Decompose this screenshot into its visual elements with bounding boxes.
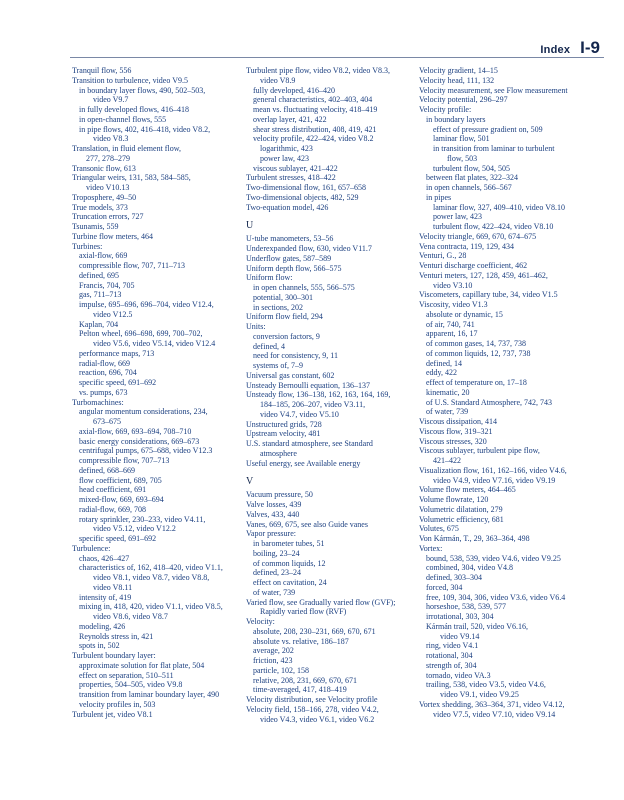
index-entry: Volume flow meters, 464–465	[419, 485, 516, 495]
index-entry: 277, 278–279	[86, 153, 130, 163]
index-entry: of common gases, 14, 737, 738	[426, 339, 526, 348]
index-entry: Turbines:	[72, 241, 103, 251]
index-entry: Vortex:	[419, 543, 443, 553]
index-entry: specific speed, 691–692	[79, 378, 157, 387]
index-entry: Turbulent stresses, 418–422	[246, 173, 336, 183]
index-entry: transition from laminar boundary layer, 490	[79, 690, 220, 699]
index-entry: impulse, 695–696, 696–704, video V12.4,	[79, 300, 214, 309]
index-entry: Vapor pressure:	[246, 529, 296, 539]
index-entry: Uniform depth flow, 566–575	[246, 263, 342, 273]
index-entry: Von Kármán, T., 29, 363–364, 498	[419, 534, 530, 543]
index-entry: systems of, 7–9	[253, 361, 303, 370]
index-entry: approximate solution for flat plate, 504	[79, 660, 205, 670]
index-entry: video V8.1, video V8.7, video V8.8,	[93, 573, 210, 582]
index-entry: Pelton wheel, 696–698, 699, 700–702,	[79, 329, 203, 339]
index-entry: Tranquil flow, 556	[72, 66, 132, 75]
index-entry: radial-flow, 669	[79, 358, 131, 368]
index-entry: mean vs. fluctuating velocity, 418–419	[253, 105, 378, 114]
index-entry: effect of pressure gradient on, 509	[433, 124, 543, 134]
index-entry: compressible flow, 707, 711–713	[79, 261, 186, 270]
index-entry: centrifugal pumps, 675–688, video V12.3	[79, 446, 213, 456]
index-entry: Upstream velocity, 481	[246, 429, 321, 439]
index-entry: conversion factors, 9	[253, 331, 320, 341]
index-entry: radial-flow, 669, 708	[79, 504, 147, 514]
index-entry: laminar flow, 327, 409–410, video V8.10	[433, 202, 565, 212]
index-entry: Rapidly varied flow (RVF)	[260, 607, 347, 617]
index-entry: in pipe flows, 402, 416–418, video V8.2,	[79, 124, 211, 134]
index-entry: relative, 208, 231, 669, 670, 671	[253, 675, 357, 685]
index-entry: reaction, 696, 704	[79, 368, 137, 378]
index-entry: rotary sprinkler, 230–233, video V4.11,	[79, 514, 206, 524]
index-entry: free, 109, 304, 306, video V3.6, video V6.4	[426, 592, 566, 602]
index-entry: combined, 304, video V4.8	[426, 563, 513, 573]
index-entry: video V5.12, video V12.2	[93, 524, 176, 534]
index-entry: axial-flow, 669	[79, 251, 128, 261]
index-entry: time-averaged, 417, 418–419	[253, 685, 347, 695]
index-entry: defined, 668–669	[79, 465, 135, 475]
index-entry: mixed-flow, 669, 693–694	[79, 495, 164, 504]
index-entry: Vanes, 669, 675, see also Guide vanes	[246, 519, 368, 529]
index-entry: Uniform flow field, 294	[246, 312, 323, 322]
index-entry: Turbulent jet, video V8.1	[72, 709, 153, 719]
index-entry: video V4.9, video V7.16, video V9.19	[433, 475, 556, 485]
index-entry: eddy, 422	[426, 368, 458, 378]
index-entry: Visualization flow, 161, 162–166, video V4.6,	[419, 465, 567, 475]
index-entry: defined, 4	[253, 341, 285, 351]
header-rule	[70, 57, 604, 58]
index-entry: particle, 102, 158	[253, 665, 309, 675]
index-entry: logarithmic, 423	[260, 144, 313, 153]
index-entry: chaos, 426–427	[79, 553, 130, 563]
index-entry: of U.S. Standard Atmosphere, 742, 743	[426, 397, 552, 407]
index-entry: in open-channel flows, 555	[79, 114, 167, 124]
index-entry: Two-dimensional objects, 482, 529	[246, 192, 359, 202]
index-entry: need for consistency, 9, 11	[253, 351, 338, 361]
index-entry: Viscometers, capillary tube, 34, video V1.5	[419, 290, 558, 300]
index-entry: Turbine flow meters, 464	[72, 231, 154, 241]
index-entry: strength of, 304	[426, 660, 477, 670]
index-entry: power law, 423	[433, 212, 483, 222]
index-entry: in pipes	[426, 192, 452, 202]
index-entry: atmosphere	[260, 448, 297, 458]
index-entry: of common liquids, 12	[253, 558, 326, 568]
index-entry: Universal gas constant, 602	[246, 370, 335, 380]
index-entry: Two-equation model, 426	[246, 202, 329, 212]
index-entry: Francis, 704, 705	[79, 280, 135, 290]
index-entry: video V9.14	[440, 631, 480, 641]
index-entry: Velocity field, 158–166, 278, video V4.2,	[246, 704, 379, 714]
index-entry: Valve losses, 439	[246, 500, 302, 509]
index-entry: Volume flowrate, 120	[419, 495, 489, 504]
index-entry: angular momentum considerations, 234,	[79, 407, 208, 417]
index-entry: head coefficient, 691	[79, 485, 147, 495]
index-entry: Unsteady flow, 136–138, 162, 163, 164, 169,	[246, 390, 391, 400]
index-entry: video V12.5	[93, 309, 133, 319]
index-entry: Underexpanded flow, 630, video V11.7	[246, 244, 372, 253]
index-entry: Viscous stresses, 320	[419, 436, 487, 446]
index-entry: Velocity potential, 296–297	[419, 95, 508, 105]
index-entry: Viscosity, video V1.3	[419, 300, 488, 309]
index-entry: Kármán trail, 520, video V6.16,	[426, 621, 529, 631]
index-entry: in open channels, 555, 566–575	[253, 283, 355, 292]
index-entry: Vena contracta, 119, 129, 434	[419, 241, 515, 251]
index-entry: turbulent flow, 422–424, video V8.10	[433, 222, 554, 231]
running-head-label: Index	[540, 44, 571, 56]
index-entry: video V8.9	[260, 75, 296, 85]
index-entry: Turbulent pipe flow, video V8.2, video V8.3,	[246, 66, 390, 75]
index-entry: Triangular weirs, 131, 583, 584–585,	[72, 173, 191, 183]
page-header	[540, 38, 600, 58]
index-entry: Viscous sublayer, turbulent pipe flow,	[419, 446, 540, 456]
index-entry: flow coefficient, 689, 705	[79, 475, 162, 485]
index-entry: Useful energy, see Available energy	[246, 458, 361, 468]
index-entry: apparent, 16, 17	[426, 329, 478, 339]
index-entry: Volumetric dilatation, 279	[419, 504, 503, 514]
index-entry: specific speed, 691–692	[79, 534, 157, 543]
index-entry: spots in, 502	[79, 641, 120, 651]
index-entry: Viscous flow, 319–321	[419, 426, 493, 436]
index-entry: tornado, video VA.3	[426, 670, 491, 680]
index-entry: Translation, in fluid element flow,	[72, 144, 181, 153]
index-entry: Turbomachines:	[72, 397, 124, 407]
index-entry: Varied flow, see Gradually varied flow (GVF);	[246, 597, 396, 607]
index-entry: in open channels, 566–567	[426, 183, 512, 192]
index-entry: bound, 538, 539, video V4.6, video V9.25	[426, 553, 561, 563]
page-number: I-9	[580, 38, 600, 57]
index-entry: Unstructured grids, 728	[246, 419, 322, 429]
index-entry: viscous sublayer, 421–422	[253, 163, 338, 173]
index-entry: mixing in, 418, 420, video V1.1, video V8.5,	[79, 602, 223, 612]
index-entry: absolute vs. relative, 186–187	[253, 636, 349, 646]
index-entry: horseshoe, 538, 539, 577	[426, 602, 506, 612]
index-entry: velocity profile, 422–424, video V8.2	[253, 134, 374, 144]
index-entry: overlap layer, 421, 422	[253, 114, 327, 124]
index-entry: Turbulent boundary layer:	[72, 651, 156, 660]
index-entry: video V10.13	[86, 183, 130, 192]
index-entry: video V9.1, video V9.25	[440, 690, 519, 699]
index-entry: 421–422	[433, 456, 461, 465]
index-entry: video V3.10	[433, 280, 473, 290]
section-letter: V	[246, 476, 254, 488]
index-entry: Truncation errors, 727	[72, 212, 144, 222]
index-entry: Unsteady Bernoulli equation, 136–137	[246, 380, 370, 390]
index-entry: Transition to turbulence, video V9.5	[72, 75, 188, 85]
index-entry: effect of temperature on, 17–18	[426, 378, 527, 387]
index-entry: Troposphere, 49–50	[72, 192, 137, 202]
index-entry: laminar flow, 501	[433, 134, 490, 144]
index-entry: Viscous dissipation, 414	[419, 417, 497, 426]
index-entry: defined, 23–24	[253, 568, 301, 578]
index-entry: modeling, 426	[79, 621, 126, 631]
index-entry: Venturi meters, 127, 128, 459, 461–462,	[419, 270, 548, 280]
index-entry: potential, 300–301	[253, 292, 313, 302]
index-entry: in boundary layers	[426, 114, 486, 124]
index-entry: defined, 14	[426, 358, 462, 368]
index-entry: Velocity head, 111, 132	[419, 75, 495, 85]
index-entry: Underflow gates, 587–589	[246, 253, 332, 263]
index-entry: Velocity distribution, see Velocity profile	[246, 695, 378, 704]
index-entry: U.S. standard atmosphere, see Standard	[246, 439, 373, 448]
index-entry: Transonic flow, 613	[72, 163, 136, 173]
index-entry: basic energy considerations, 669–673	[79, 436, 200, 446]
index-entry: video V8.3	[93, 134, 129, 144]
index-entry: in sections, 202	[253, 302, 303, 312]
index-column-3	[419, 66, 597, 719]
index-entry: vs. pumps, 673	[79, 387, 128, 397]
index-entry: average, 202	[253, 646, 294, 656]
index-entry: fully developed, 416–420	[253, 85, 335, 95]
index-entry: effect on cavitation, 24	[253, 578, 327, 587]
index-entry: absolute or dynamic, 15	[426, 309, 503, 319]
index-entry: of common liquids, 12, 737, 738	[426, 348, 531, 358]
index-entry: performance maps, 713	[79, 348, 155, 358]
index-entry: trailing, 538, video V3.5, video V4.6,	[426, 680, 546, 690]
index-entry: 673–675	[93, 417, 121, 426]
index-entry: Turbulence:	[72, 543, 111, 553]
index-entry: absolute, 208, 230–231, 669, 670, 671	[253, 626, 376, 636]
index-entry: of air, 740, 741	[426, 319, 475, 329]
index-entry: flow, 503	[447, 153, 478, 163]
index-entry: of water, 739	[253, 587, 296, 597]
index-entry: Volutes, 675	[419, 524, 459, 534]
index-entry: defined, 695	[79, 270, 119, 280]
index-entry: Uniform flow:	[246, 273, 293, 283]
index-entry: Valves, 433, 440	[246, 509, 300, 519]
index-column-2	[246, 66, 424, 724]
index-entry: in boundary layer flows, 490, 502–503,	[79, 85, 206, 95]
index-entry: Kaplan, 704	[79, 319, 119, 329]
index-entry: True models, 373	[72, 202, 128, 212]
index-entry: Venturi, G., 28	[419, 251, 467, 261]
section-letter: U	[246, 220, 254, 232]
index-entry: velocity profiles in, 503	[79, 699, 156, 709]
index-entry: gas, 711–713	[79, 290, 122, 300]
index-entry: general characteristics, 402–403, 404	[253, 95, 373, 105]
index-entry: video V8.11	[93, 582, 133, 592]
index-entry: friction, 423	[253, 656, 293, 665]
index-entry: between flat plates, 322–324	[426, 173, 518, 183]
index-entry: Velocity profile:	[419, 105, 472, 114]
index-entry: of water, 739	[426, 407, 469, 417]
index-entry: shear stress distribution, 408, 419, 421	[253, 124, 377, 134]
index-entry: video V7.5, video V7.10, video V9.14	[433, 709, 556, 719]
index-entry: video V8.6, video V8.7	[93, 612, 168, 621]
index-entry: Velocity:	[246, 617, 275, 626]
index-entry: in fully developed flows, 416–418	[79, 105, 189, 114]
index-entry: video V4.7, video V5.10	[260, 409, 339, 419]
index-entry: characteristics of, 162, 418–420, video V1.1,	[79, 563, 223, 573]
index-entry: Vacuum pressure, 50	[246, 490, 313, 500]
index-entry: ring, video V4.1	[426, 641, 479, 651]
index-entry: Venturi discharge coefficient, 462	[419, 261, 528, 270]
index-entry: defined, 303–304	[426, 573, 482, 582]
index-entry: video V5.6, video V5.14, video V12.4	[93, 339, 216, 348]
index-entry: forced, 304	[426, 582, 463, 592]
index-entry: Reynolds stress in, 421	[79, 631, 154, 641]
index-entry: properties, 504–505, video V9.8	[79, 680, 183, 690]
index-entry: Tsunamis, 559	[72, 222, 119, 231]
index-entry: video V9.7	[93, 95, 129, 105]
index-entry: Volumetric efficiency, 681	[419, 514, 504, 524]
index-entry: compressible flow, 707–713	[79, 456, 170, 465]
index-entry: Velocity triangle, 669, 670, 674–675	[419, 231, 537, 241]
index-entry: Units:	[246, 322, 266, 331]
index-entry: Vortex shedding, 363–364, 371, video V4.12,	[419, 699, 565, 709]
index-entry: Two-dimensional flow, 161, 657–658	[246, 183, 367, 192]
index-entry: intensity of, 419	[79, 592, 132, 602]
index-entry: in transition from laminar to turbulent	[433, 144, 555, 153]
index-entry: rotational, 304	[426, 651, 473, 660]
index-entry: 184–185, 206–207, video V3.11,	[260, 400, 366, 409]
index-entry: Velocity measurement, see Flow measurement	[419, 85, 568, 95]
index-entry: kinematic, 20	[426, 387, 470, 397]
index-entry: in barometer tubes, 51	[253, 539, 325, 548]
index-entry: Velocity gradient, 14–15	[419, 66, 498, 75]
index-entry: axial-flow, 669, 693–694, 708–710	[79, 426, 192, 436]
index-entry: video V4.3, video V6.1, video V6.2	[260, 714, 375, 724]
index-entry: boiling, 23–24	[253, 548, 300, 558]
index-entry: irrotational, 303, 304	[426, 612, 494, 621]
index-entry: U-tube manometers, 53–56	[246, 234, 334, 244]
index-entry: power law, 423	[260, 153, 310, 163]
index-column-1	[72, 66, 250, 719]
index-entry: effect on separation, 510–511	[79, 670, 174, 680]
index-entry: turbulent flow, 504, 505	[433, 163, 511, 173]
